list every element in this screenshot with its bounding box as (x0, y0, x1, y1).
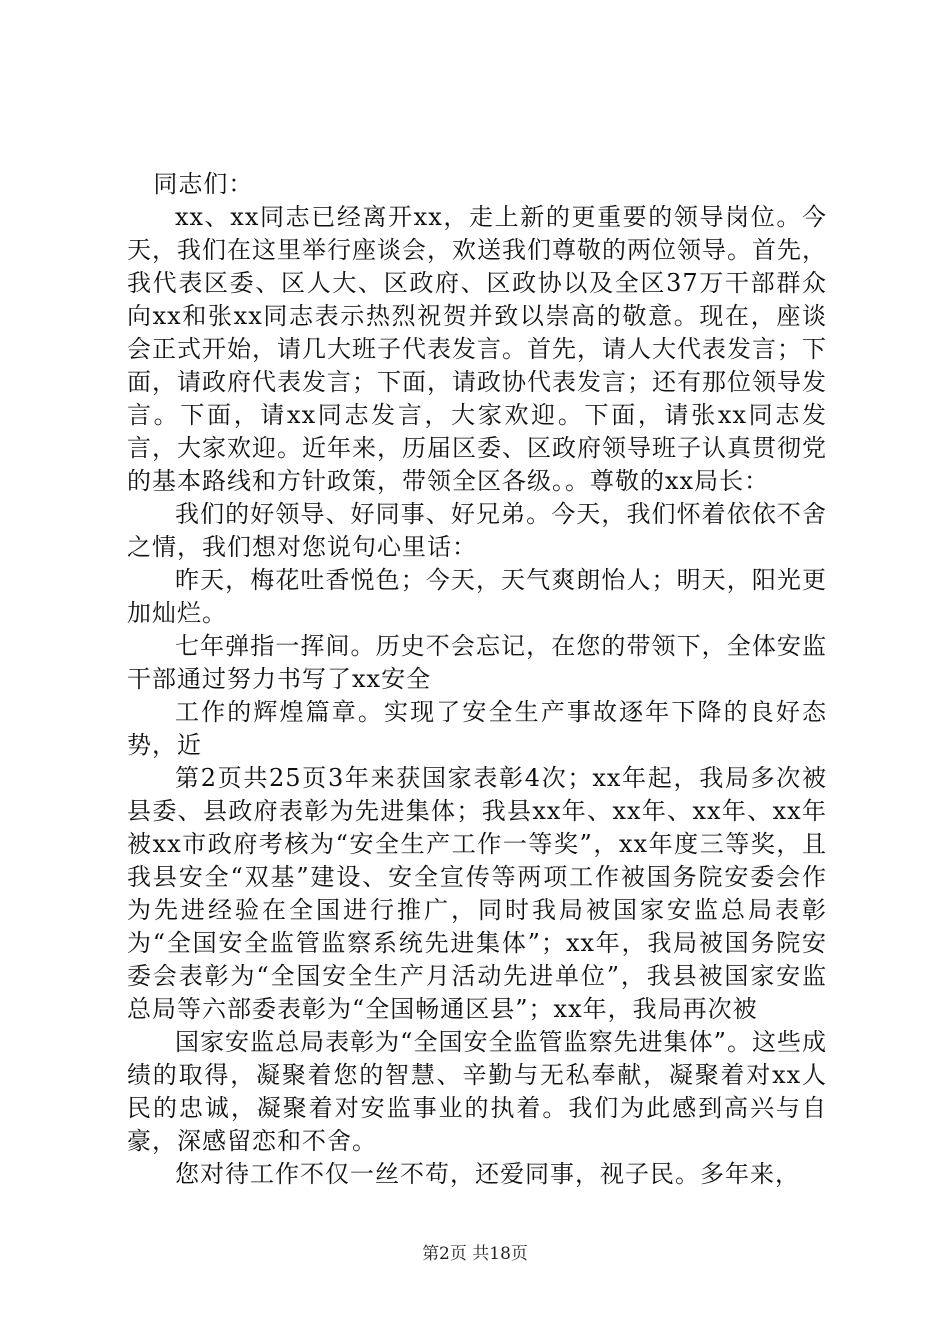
paragraph: 第2页共25页3年来获国家表彰4次；xx年起，我局多次被县委、县政府表彰为先进集体；我县xx年、xx年、xx年、xx年被xx市政府考核为“安全生产工作一等奖”，xx年度三等奖，且我县安全“双基”建设、安全宣传等两项工作被国务院安委会作为先进经验在全国进行推广，同时我局被国家安监总局表彰为“全国安全监管监察系统先进集体”；xx年，我局被国务院安委会表彰为“全国安全生产月活动先进单位”，我县被国家安监总局等六部委表彰为“全国畅通区县”；xx年，我局再次被 (127, 764, 827, 1023)
paragraph: 工作的辉煌篇章。实现了安全生产事故逐年下降的良好态势，近 (127, 698, 827, 759)
paragraph: 我们的好领导、好同事、好兄弟。今天，我们怀着依依不舍之情，我们想对您说句心里话： (127, 500, 827, 561)
paragraph: 昨天，梅花吐香悦色；今天，天气爽朗怡人；明天，阳光更加灿烂。 (127, 566, 827, 627)
document-body (127, 168, 827, 1191)
page-footer: 第2页 共18页 (422, 1244, 528, 1264)
paragraph: 国家安监总局表彰为“全国安全监管监察先进集体”。这些成绩的取得，凝聚着您的智慧、辛勤与无私奉献，凝聚着对xx人民的忠诚，凝聚着对安监事业的执着。我们为此感到高兴与自豪，深感留恋和不舍。 (127, 1028, 827, 1155)
paragraph: 七年弹指一挥间。历史不会忘记，在您的带领下，全体安监干部通过努力书写了xx安全 (127, 632, 827, 693)
salutation: 同志们： (153, 170, 254, 198)
paragraph: 您对待工作不仅一丝不苟，还爱同事，视子民。多年来， (175, 1160, 800, 1188)
paragraph: xx、xx同志已经离开xx，走上新的更重要的领导岗位。今天，我们在这里举行座谈会，欢送我们尊敬的两位领导。首先，我代表区委、区人大、区政府、区政协以及全区37万干部群众向xx和张xx同志表示热烈祝贺并致以崇高的敬意。现在，座谈会正式开始，请几大班子代表发言。首先，请人大代表发言；下面，请政府代表发言；下面，请政协代表发言；还有那位领导发言。下面，请xx同志发言，大家欢迎。下面，请张xx同志发言，大家欢迎。近年来，历届区委、区政府领导班子认真贯彻党的基本路线和方针政策，带领全区各级。。尊敬的xx局长： (127, 203, 827, 495)
